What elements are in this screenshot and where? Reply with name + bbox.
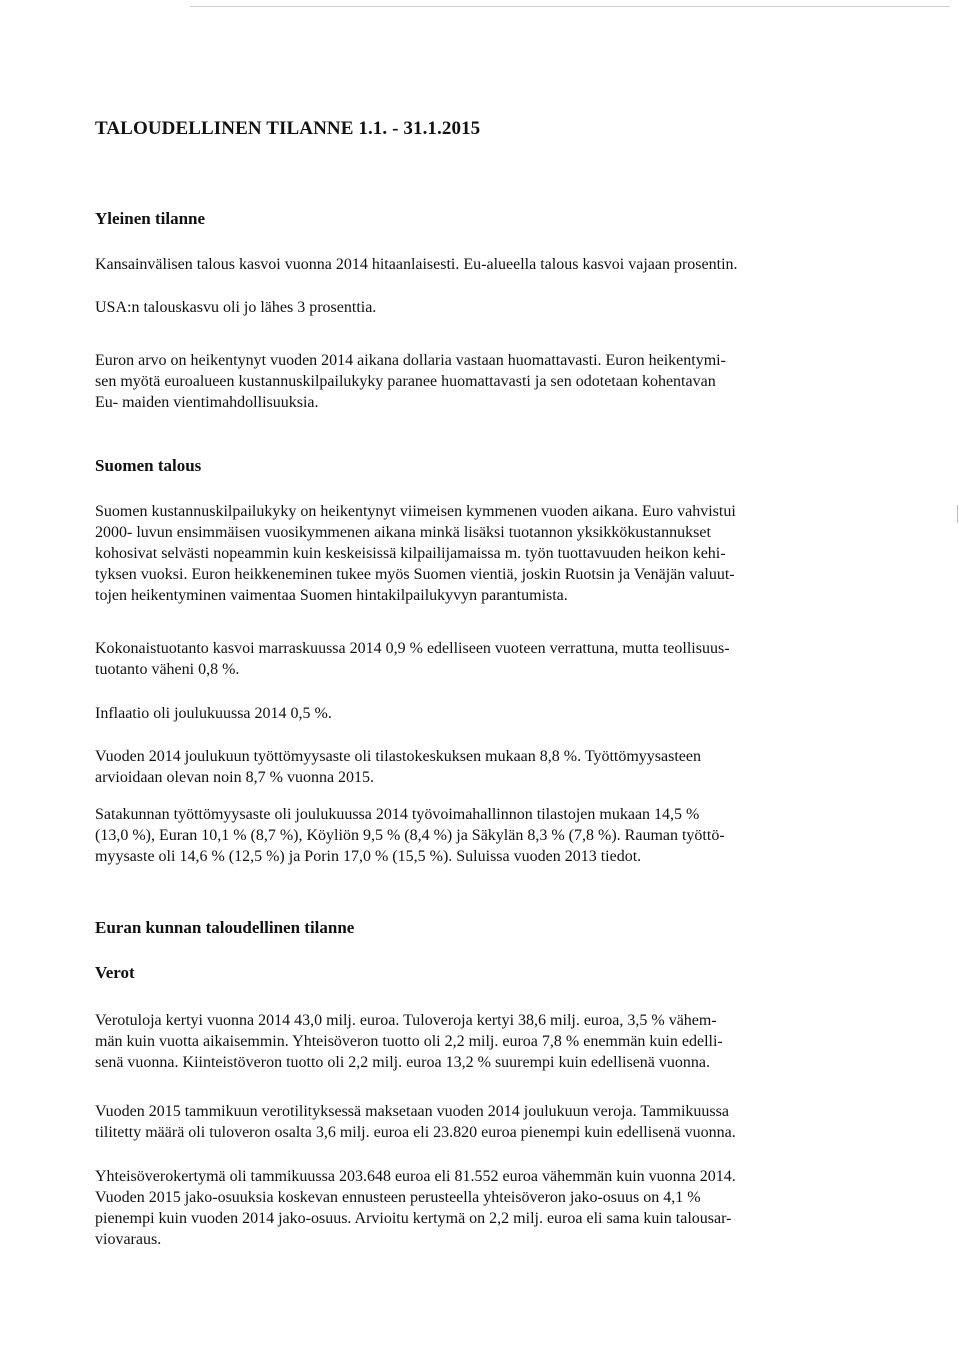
text-line: tuotanto väheni 0,8 %.	[95, 661, 240, 678]
text-line: sen myötä euroalueen kustannuskilpailukyky paranee huomattavasti ja sen odotetaan kohentavan	[95, 373, 716, 390]
document-title: TALOUDELLINEN TILANNE 1.1. - 31.1.2015	[95, 118, 481, 139]
text-line: Vuoden 2015 tammikuun verotilityksessä maksetaan vuoden 2014 joulukuun veroja. Tammikuussa	[95, 1103, 729, 1120]
text-line: Suomen kustannuskilpailukyky on heikentynyt viimeisen kymmenen vuoden aikana. Euro vahvistui	[95, 503, 736, 520]
paragraph-unemployment	[95, 746, 875, 788]
text-line: pienempi kuin vuoden 2014 jako-osuus. Arvioitu kertymä on 2,2 milj. euroa eli sama kuin talousar-	[95, 1210, 732, 1227]
paragraph-total-production	[95, 638, 875, 680]
text-line: Yhteisöverokertymä oli tammikuussa 203.648 euroa eli 81.552 euroa vähemmän kuin vuonna 2014.	[95, 1168, 736, 1185]
paragraph-euro-value	[95, 350, 875, 413]
text-line: Inflaatio oli joulukuussa 2014 0,5 %.	[95, 705, 332, 722]
text-line: (13,0 %), Euran 10,1 % (8,7 %), Köyliön 9,5 % (8,4 %) ja Säkylän 8,3 % (7,8 %). Rauman työttö-	[95, 827, 725, 844]
text-line: tojen heikentyminen vaimentaa Suomen hintakilpailukyvyn parantumista.	[95, 587, 568, 604]
text-line: arvioidaan olevan noin 8,7 % vuonna 2015.	[95, 769, 375, 786]
heading-suomen-talous: Suomen talous	[95, 456, 202, 475]
text-line: Satakunnan työttömyysaste oli joulukuussa 2014 työvoimahallinnon tilastojen mukaan 14,5 %	[95, 806, 700, 823]
subheading-verot: Verot	[95, 963, 135, 982]
paragraph-finland-competitiveness	[95, 501, 875, 606]
paragraph-tax-revenue	[95, 1010, 875, 1073]
heading-yleinen-tilanne: Yleinen tilanne	[95, 209, 206, 228]
text-line: män kuin vuotta aikaisemmin. Yhteisöveron tuotto oli 2,2 milj. euroa 7,8 % enemmän kuin edelli-	[95, 1033, 723, 1050]
paragraph-corporate-tax	[95, 1166, 875, 1250]
text-line: senä vuonna. Kiinteistöveron tuotto oli 2,2 milj. euroa 13,2 % suurempi kuin edellisenä vuonna.	[95, 1054, 710, 1071]
heading-euran-kunta: Euran kunnan taloudellinen tilanne	[95, 918, 355, 937]
text-line: tyksen vuoksi. Euron heikkeneminen tukee myös Suomen vientiä, joskin Ruotsin ja Venäjän valuut-	[95, 566, 735, 583]
text-line: Vuoden 2015 jako-osuuksia koskevan ennusteen perusteella yhteisöveron jako-osuus on 4,1 %	[95, 1189, 701, 1206]
paragraph-usa-growth	[95, 297, 875, 318]
text-line: USA:n talouskasvu oli jo lähes 3 prosenttia.	[95, 299, 377, 316]
scan-edge-mark	[957, 505, 958, 523]
text-line: 2000- luvun ensimmäisen vuosikymmenen aikana minkä lisäksi tuotannon yksikkökustannukset	[95, 524, 711, 541]
text-line: Kokonaistuotanto kasvoi marraskuussa 2014 0,9 % edelliseen vuoteen verrattuna, mutta teollisuus-	[95, 640, 730, 657]
text-line: Eu- maiden vientimahdollisuuksia.	[95, 394, 319, 411]
scan-top-rule	[190, 6, 950, 7]
paragraph-january-settlement	[95, 1101, 875, 1143]
text-line: Euron arvo on heikentynyt vuoden 2014 aikana dollaria vastaan huomattavasti. Euron heikentymi-	[95, 352, 726, 369]
text-line: Vuoden 2014 joulukuun työttömyysaste oli tilastokeskuksen mukaan 8,8 %. Työttömyysasteen	[95, 748, 702, 765]
text-line: viovaraus.	[95, 1231, 162, 1248]
text-line: kohosivat selvästi nopeammin kuin keskeisissä kilpailijamaissa m. työn tuottavuuden heikon kehi-	[95, 545, 726, 562]
text-line: tilitetty määrä oli tuloveron osalta 3,6 milj. euroa eli 23.820 euroa pienempi kuin edellisenä vuonna.	[95, 1124, 736, 1141]
paragraph-inflation	[95, 703, 875, 724]
paragraph-global-economy	[95, 254, 875, 275]
text-line: myysaste oli 14,6 % (12,5 %) ja Porin 17,0 % (15,5 %). Suluissa vuoden 2013 tiedot.	[95, 848, 642, 865]
paragraph-satakunta-unemployment	[95, 804, 875, 867]
text-line: Kansainvälisen talous kasvoi vuonna 2014 hitaanlaisesti. Eu-alueella talous kasvoi vajaan prosentin.	[95, 256, 738, 273]
text-line: Verotuloja kertyi vuonna 2014 43,0 milj. euroa. Tuloveroja kertyi 38,6 milj. euroa, 3,5 % vähem-	[95, 1012, 717, 1029]
